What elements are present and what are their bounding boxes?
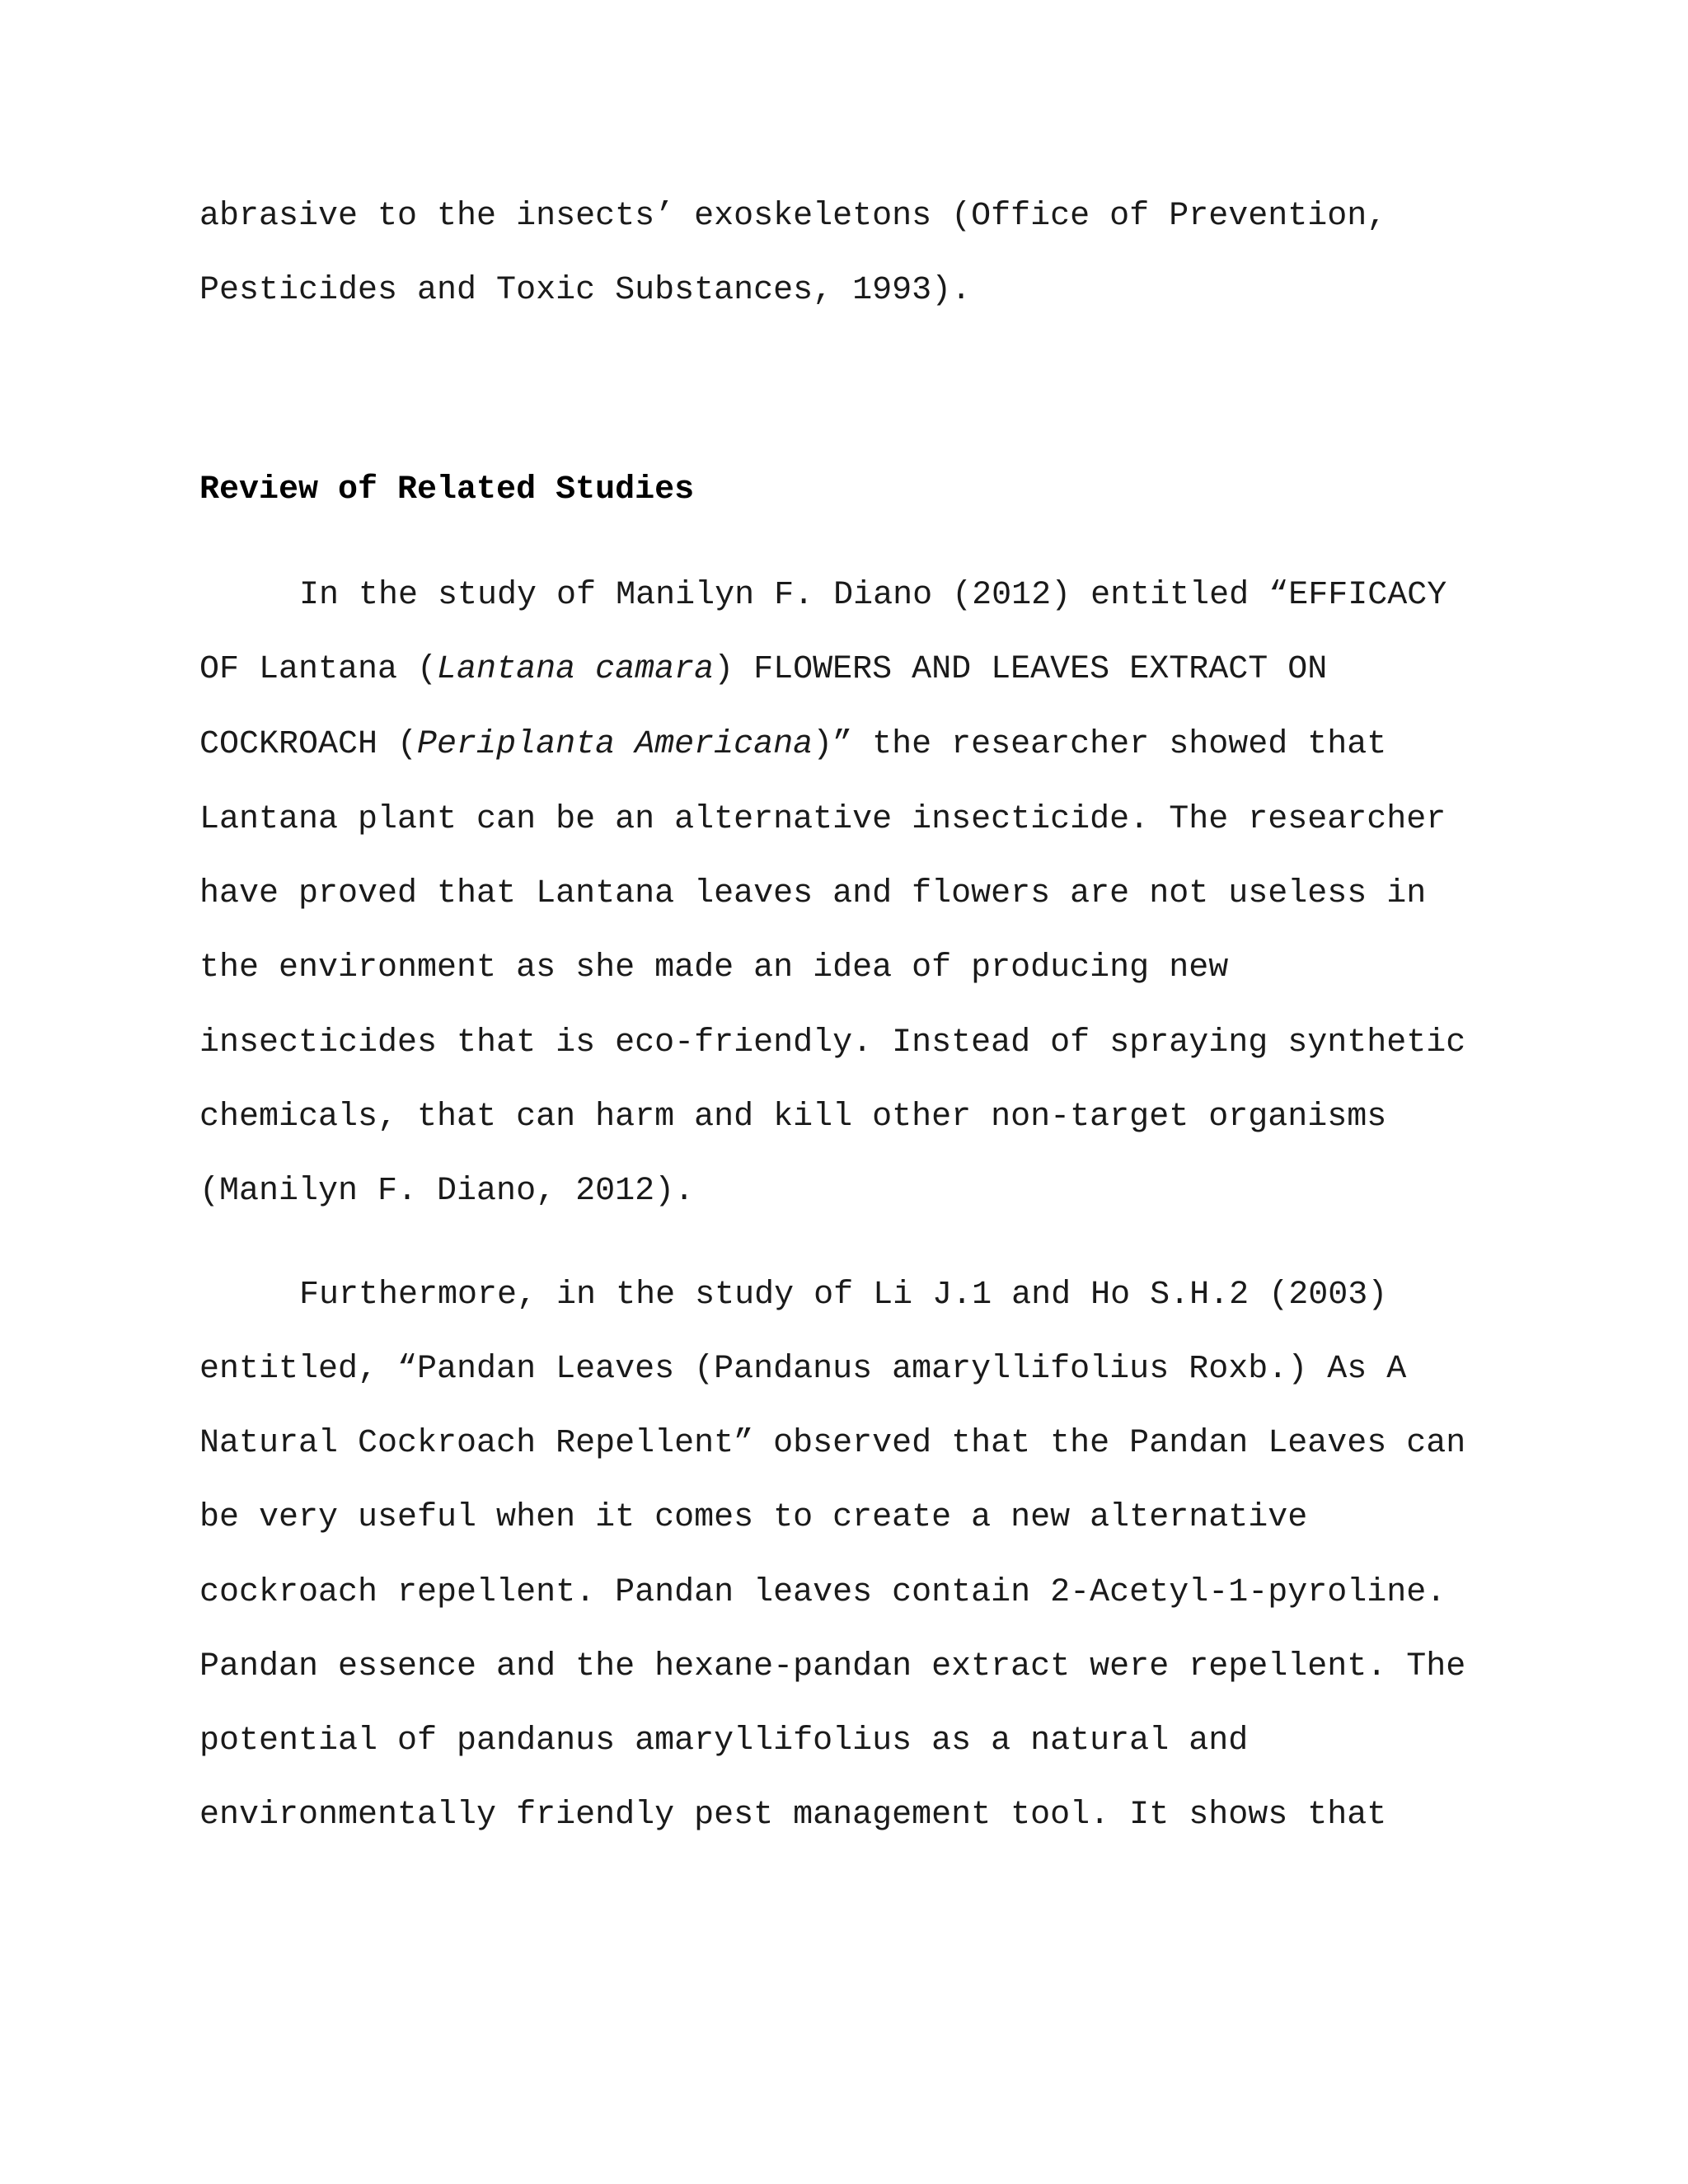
- paragraph2-line-3: Natural Cockroach Repellent” observed that the Pandan Leaves can: [199, 1425, 1466, 1462]
- section-heading: Review of Related Studies: [199, 471, 695, 509]
- paragraph1-line-2: [199, 651, 1328, 688]
- paragraph1-line-7: insecticides that is eco-friendly. Instead of spraying synthetic: [199, 1024, 1466, 1062]
- paragraph1-line-5: have proved that Lantana leaves and flowers are not useless in: [199, 875, 1427, 912]
- paragraph1-line-4: Lantana plant can be an alternative insecticide. The researcher: [199, 801, 1447, 838]
- paragraph2-line-2: entitled, “Pandan Leaves (Pandanus amaryllifolius Roxb.) As A: [199, 1351, 1407, 1388]
- paragraph1-line-1: In the study of Manilyn F. Diano (2012) entitled “EFFICACY: [299, 577, 1447, 614]
- paragraph1-line-3-start: COCKROACH (: [199, 726, 418, 763]
- species-name-lantana: Lantana camara: [437, 651, 715, 688]
- species-name-periplanta: Periplanta Americana: [417, 726, 814, 763]
- continuation-line-2: Pesticides and Toxic Substances, 1993).: [199, 272, 972, 309]
- paragraph1-line-2-end: ) FLOWERS AND LEAVES EXTRACT ON: [714, 651, 1328, 688]
- paragraph1-line-3: [199, 726, 1387, 763]
- paragraph1-line-8: chemicals, that can harm and kill other non-target organisms: [199, 1099, 1387, 1136]
- paragraph1-line-6: the environment as she made an idea of producing new: [199, 949, 1229, 987]
- paragraph2-line-7: potential of pandanus amaryllifolius as a natural and: [199, 1722, 1249, 1760]
- paragraph1-line-2-start: OF Lantana (: [199, 651, 438, 688]
- paragraph1-line-9: (Manilyn F. Diano, 2012).: [199, 1173, 695, 1210]
- paragraph2-line-8: environmentally friendly pest management tool. It shows that: [199, 1797, 1387, 1834]
- paragraph2-line-6: Pandan essence and the hexane-pandan extract were repellent. The: [199, 1648, 1466, 1685]
- paragraph2-line-5: cockroach repellent. Pandan leaves contain 2-Acetyl-1-pyroline.: [199, 1574, 1447, 1611]
- paragraph1-line-3-end: )” the researcher showed that: [813, 726, 1387, 763]
- continuation-line-1: abrasive to the insects’ exoskeletons (Office of Prevention,: [199, 198, 1387, 235]
- paragraph2-line-1: Furthermore, in the study of Li J.1 and Ho S.H.2 (2003): [299, 1277, 1388, 1314]
- paragraph2-line-4: be very useful when it comes to create a new alternative: [199, 1499, 1308, 1536]
